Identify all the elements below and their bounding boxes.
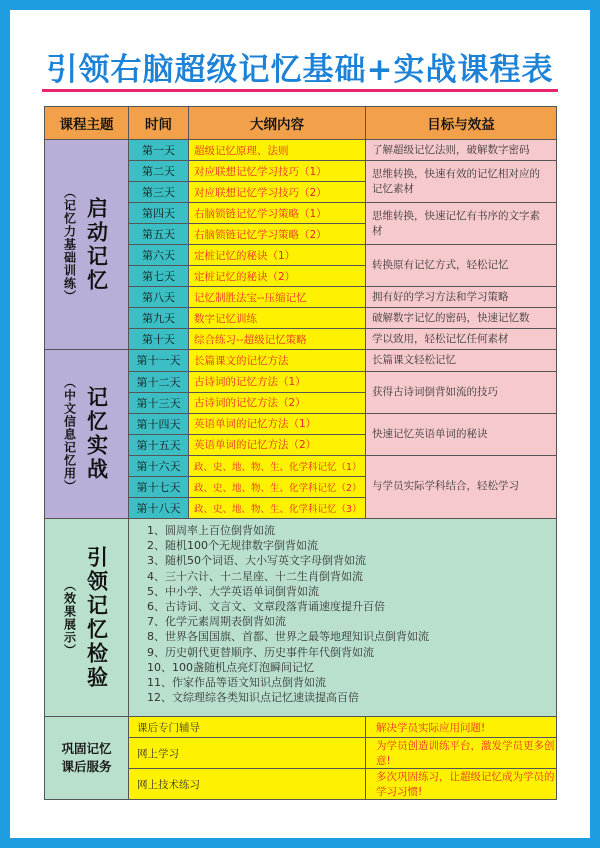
service-name-cell: 网上技术练习 (129, 769, 366, 800)
service-label-line1: 巩固记忆 (61, 741, 112, 756)
outline-cell: 长篇课文的记忆方法 (189, 350, 366, 371)
theme-title: 启动记忆 (84, 196, 109, 293)
list-item: 2、随机100个无规律数字倒背如流 (147, 539, 318, 553)
day-cell: 第十一天 (129, 350, 189, 371)
outline-cell: 右脑锁链记忆学习策略（2） (189, 224, 366, 245)
list-item: 6、古诗词、文言文、文章段落背诵速度提升百倍 (147, 600, 385, 614)
day-cell: 第七天 (129, 266, 189, 287)
outline-cell: 定桩记忆的秘诀（1） (189, 245, 366, 266)
day-cell: 第八天 (129, 287, 189, 308)
outline-cell: 综合练习--超级记忆策略 (189, 329, 366, 350)
list-item: 11、作家作品等语文知识点倒背如流 (147, 676, 326, 690)
table-row (45, 140, 557, 161)
outline-cell: 古诗词的记忆方法（1） (189, 371, 366, 392)
achievement-list (129, 519, 557, 717)
goal-cell: 学以致用，轻松记忆任何素材 (366, 329, 557, 350)
list-item: 9、历史朝代更替顺序、历史事件年代倒背如流 (147, 645, 374, 659)
service-text-cell: 解决学员实际应用问题! (366, 717, 557, 738)
day-cell: 第九天 (129, 308, 189, 329)
title-underline (42, 89, 558, 92)
list-item: 8、世界各国国旗、首都、世界之最等地理知识点倒背如流 (147, 630, 429, 644)
goal-cell: 破解数字记忆的密码，快速记忆数 (366, 308, 557, 329)
outline-cell: 古诗词的记忆方法（2） (189, 392, 366, 413)
goal-cell: 转换原有记忆方式，轻松记忆 (366, 245, 557, 287)
day-cell: 第十三天 (129, 392, 189, 413)
list-item: 7、化学元素周期表倒背如流 (147, 615, 286, 629)
theme-title: 引领记忆检验 (84, 545, 109, 690)
service-text-cell: 多次巩固练习，让超级记忆成为学员的学习习惯! (366, 769, 557, 800)
service-label-line2: 课后服务 (61, 759, 112, 774)
theme-subtitle: （中文信息记忆用） (62, 375, 77, 493)
outline-cell: 英语单词的记忆方法（2） (189, 434, 366, 455)
day-cell: 第二天 (129, 161, 189, 182)
outline-cell: 政、史、地、物、生、化学科记忆（2） (189, 476, 366, 497)
outline-cell: 对应联想记忆学习技巧（1） (189, 161, 366, 182)
course-schedule-table (44, 106, 557, 800)
day-cell: 第十七天 (129, 476, 189, 497)
list-item: 4、三十六计、十二星座、十二生肖倒背如流 (147, 569, 363, 583)
theme-subtitle: （效果展示） (62, 578, 77, 657)
goal-cell: 拥有好的学习方法和学习策略 (366, 287, 557, 308)
day-cell: 第十八天 (129, 497, 189, 518)
list-item: 3、随机50个词语、大小写英文字母倒背如流 (147, 554, 366, 568)
outline-cell: 定桩记忆的秘诀（2） (189, 266, 366, 287)
service-name-cell: 网上学习 (129, 738, 366, 769)
table-row (45, 519, 557, 717)
list-item: 5、中小学、大学英语单词倒背如流 (147, 584, 319, 598)
header-outline: 大纲内容 (189, 107, 366, 140)
outline-cell: 右脑锁链记忆学习策略（1） (189, 203, 366, 224)
theme-cell-start-memory (45, 140, 129, 350)
day-cell: 第十五天 (129, 434, 189, 455)
service-text-cell: 为学员创造训练平台，激发学员更多创意! (366, 738, 557, 769)
day-cell: 第十六天 (129, 455, 189, 476)
list-item: 12、文综理综各类知识点记忆速读提高百倍 (147, 691, 359, 705)
page-title: 引领右脑超级记忆基础+实战课程表 (46, 52, 554, 88)
table-row (45, 350, 557, 371)
outline-cell: 数字记忆训练 (189, 308, 366, 329)
day-cell: 第十四天 (129, 413, 189, 434)
outline-cell: 对应联想记忆学习技巧（2） (189, 182, 366, 203)
day-cell: 第三天 (129, 182, 189, 203)
day-cell: 第五天 (129, 224, 189, 245)
outline-cell: 英语单词的记忆方法（1） (189, 413, 366, 434)
header-goal: 目标与效益 (366, 107, 557, 140)
header-theme: 课程主题 (45, 107, 129, 140)
goal-cell: 思维转换，快速记忆有书序的文字素材 (366, 203, 557, 245)
day-cell: 第四天 (129, 203, 189, 224)
goal-cell: 获得古诗词倒背如流的技巧 (366, 371, 557, 413)
table-row (45, 717, 557, 738)
goal-cell: 长篇课文轻松记忆 (366, 350, 557, 371)
goal-cell: 思维转换，快速有效的记忆相对应的记忆素材 (366, 161, 557, 203)
goal-cell: 了解超级记忆法则，破解数字密码 (366, 140, 557, 161)
day-cell: 第六天 (129, 245, 189, 266)
outline-cell: 政、史、地、物、生、化学科记忆（3） (189, 497, 366, 518)
outline-cell: 超级记忆原理、法则 (189, 140, 366, 161)
outline-cell: 政、史、地、物、生、化学科记忆（1） (189, 455, 366, 476)
day-cell: 第十天 (129, 329, 189, 350)
goal-cell: 快速记忆英语单词的秘诀 (366, 413, 557, 455)
outline-cell: 记忆制胜法宝--压缩记忆 (189, 287, 366, 308)
theme-subtitle: （记忆力基础训练） (62, 186, 77, 304)
list-item: 1、圆周率上百位倒背如流 (147, 524, 275, 537)
theme-cell-memory-practice (45, 350, 129, 519)
service-label-cell (45, 717, 129, 800)
list-item: 10、100盏随机点亮灯泡瞬间记忆 (147, 660, 314, 674)
goal-cell: 与学员实际学科结合，轻松学习 (366, 455, 557, 518)
header-time: 时间 (129, 107, 189, 140)
theme-title: 记忆实战 (84, 386, 109, 483)
theme-cell-memory-test (45, 519, 129, 717)
table-header-row (45, 107, 557, 140)
day-cell: 第一天 (129, 140, 189, 161)
day-cell: 第十二天 (129, 371, 189, 392)
service-name-cell: 课后专门辅导 (129, 717, 366, 738)
